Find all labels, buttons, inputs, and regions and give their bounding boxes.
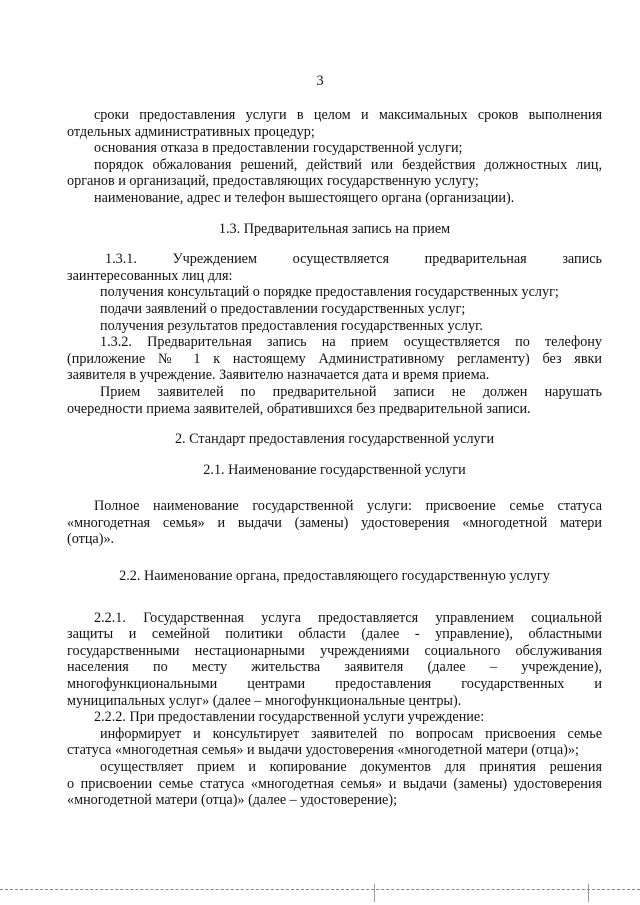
document-body <box>67 107 602 809</box>
text-line: получения результатов предоставления государственных услуг. <box>100 317 483 334</box>
text-line: заявителя в учреждение. Заявителю назначается дата и время приема. <box>67 367 490 384</box>
text-line: отдельных административных процедур; <box>67 123 315 140</box>
text-line: «многодетной матери (отца)» (далее – удостоверение); <box>67 792 398 809</box>
text-line: наименование, адрес и телефон вышестоящего органа (организации). <box>94 189 515 206</box>
page-bottom-divider <box>0 889 640 890</box>
paragraph-spacer <box>67 237 602 251</box>
text-line: «многодетная семья» и выдачи (замены) удостоверения «многодетной матери <box>67 514 602 531</box>
scan-edge-mark <box>588 884 589 902</box>
text-line: заинтересованных лиц для: <box>67 267 233 284</box>
text-line: (приложение № 1 к настоящему Административному регламенту) без явки <box>67 350 602 367</box>
text-line: осуществляет прием и копирование документов для принятия решения <box>100 759 602 775</box>
section-heading: 1.3. Предварительная запись на прием <box>218 220 451 237</box>
text-line: очередности приема заявителей, обратившихся без предварительной записи. <box>67 400 531 417</box>
text-line: порядок обжалования решений, действий или бездействия должностных лиц, <box>94 156 602 173</box>
paragraph-spacer <box>67 207 602 221</box>
text-line: 1.3.1. Учреждением осуществляется предварительная запись <box>105 251 602 268</box>
text-line: подачи заявлений о предоставлении государственных услуг; <box>100 300 466 317</box>
section-heading: 2.2. Наименование органа, предоставляющего государственную услугу <box>119 568 550 585</box>
text-line: получения консультаций о порядке предоставления государственных услуг; <box>100 284 559 301</box>
text-line: основания отказа в предоставлении государственной услуги; <box>94 140 463 157</box>
text-line: многофункциональными центрами предоставления государственных и <box>67 676 602 693</box>
text-line: Полное наименование государственной услуги: присвоение семье статуса <box>94 498 602 515</box>
text-line: защиты и семейной политики области (далее - управление), областными <box>67 626 602 643</box>
paragraph-spacer <box>67 448 602 462</box>
text-line: государственными нестационарными учреждениями социального обслуживания <box>67 642 602 659</box>
text-line: Прием заявителей по предварительной записи не должен нарушать <box>100 383 602 400</box>
paragraph-spacer <box>67 548 602 568</box>
text-line: муниципальных услуг» (далее – многофункциональные центры). <box>67 692 462 709</box>
text-line: населения по месту жительства заявителя (далее – учреждение), <box>67 659 602 676</box>
paragraph-spacer <box>67 478 602 498</box>
paragraph-spacer <box>67 417 602 431</box>
paragraph-spacer <box>67 585 602 610</box>
section-heading: 2.1. Наименование государственной услуги <box>203 461 466 478</box>
page-number: 3 <box>316 73 324 89</box>
text-line: (отца)». <box>67 531 115 548</box>
text-line: статуса «многодетная семья» и выдачи удостоверения «многодетной матери (отца)»; <box>67 742 579 759</box>
text-line: 2.2.2. При предоставлении государственной услуги учреждение: <box>94 709 485 726</box>
text-line: 2.2.1. Государственная услуга предоставляется управлением социальной <box>94 609 602 626</box>
text-line: сроки предоставления услуги в целом и максимальных сроков выполнения <box>94 107 602 123</box>
scan-edge-mark <box>374 884 375 902</box>
text-line: информирует и консультирует заявителей по вопросам присвоения семье <box>100 725 602 742</box>
section-heading: 2. Стандарт предоставления государственной услуги <box>174 431 495 448</box>
text-line: 1.3.2. Предварительная запись на прием осуществляется по телефону <box>100 334 602 351</box>
text-line: о присвоении семье статуса «многодетная семья» и выдачи (замены) удостоверения <box>67 775 602 792</box>
text-line: органов и организаций, предоставляющих государственную услугу; <box>67 173 479 190</box>
